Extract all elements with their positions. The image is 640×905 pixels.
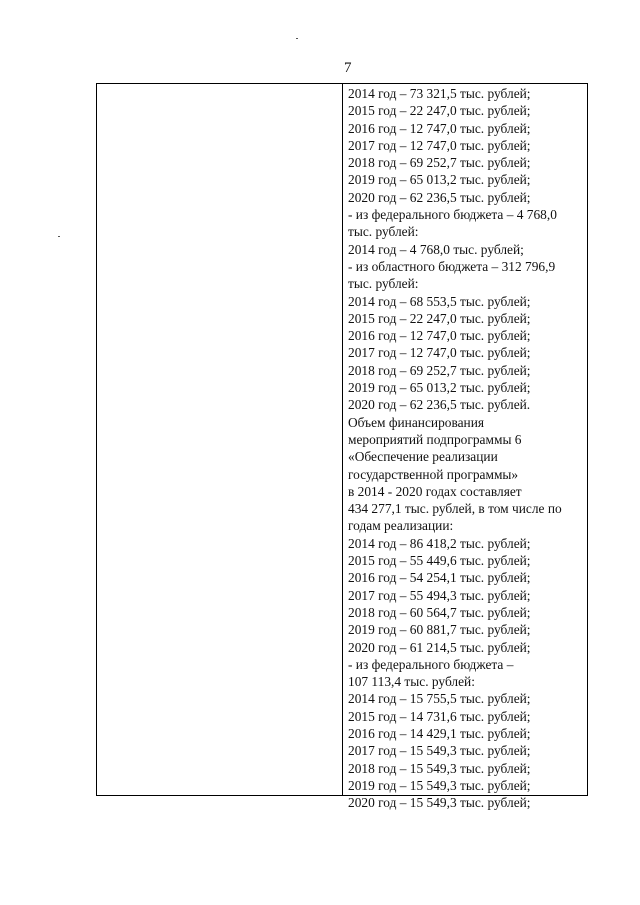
table-text-line: - из областного бюджета – 312 796,9 [348,258,556,274]
table-text-line: 2020 год – 15 549,3 тыс. рублей; [348,795,531,811]
table-text-line: - из федерального бюджета – [348,656,514,672]
table-text-line: 2014 год – 68 553,5 тыс. рублей; [348,293,531,309]
table-text-line: «Обеспечение реализации [348,449,498,465]
table-text-line: 434 277,1 тыс. рублей, в том числе по [348,501,562,517]
table-text-line: 2019 год – 65 013,2 тыс. рублей; [348,380,531,396]
table-text-line: государственной программы» [348,466,519,482]
table-text-line: 2014 год – 15 755,5 тыс. рублей; [348,691,531,707]
table-text-line: 2017 год – 15 549,3 тыс. рублей; [348,743,531,759]
scan-speck [58,236,60,237]
table-text-line: 107 113,4 тыс. рублей: [348,674,475,690]
table-text-line: 2017 год – 55 494,3 тыс. рублей; [348,587,531,603]
table-text-line: 2016 год – 12 747,0 тыс. рублей; [348,328,531,344]
table-text-line: 2019 год – 15 549,3 тыс. рублей; [348,777,531,793]
table-text-line: Объем финансирования [348,414,485,430]
column-divider [342,84,343,795]
scan-speck [296,38,298,39]
table-text-line: 2020 год – 62 236,5 тыс. рублей; [348,189,531,205]
table-text-line: годам реализации: [348,518,454,534]
table-text-line: 2014 год – 73 321,5 тыс. рублей; [348,86,531,101]
table-right-column [348,85,584,811]
table-text-line: 2014 год – 86 418,2 тыс. рублей; [348,535,531,551]
table-text-line: тыс. рублей: [348,276,419,292]
document-table [96,83,588,811]
table-text-line: мероприятий подпрограммы 6 [348,431,522,447]
table-text-line: 2016 год – 12 747,0 тыс. рублей; [348,120,531,136]
table-text-line: 2020 год – 62 236,5 тыс. рублей. [348,397,531,413]
table-text-line: 2016 год – 54 254,1 тыс. рублей; [348,570,531,586]
table-text-line: в 2014 - 2020 годах составляет [348,483,522,499]
table-text-line: 2015 год – 22 247,0 тыс. рублей; [348,103,531,119]
table-text-line: 2015 год – 22 247,0 тыс. рублей; [348,310,531,326]
table-text-line: 2018 год – 69 252,7 тыс. рублей; [348,362,531,378]
page-number: 7 [344,60,352,76]
table-text-line: тыс. рублей: [348,224,419,240]
table-text-line: 2018 год – 69 252,7 тыс. рублей; [348,155,531,171]
table-text-line: 2014 год – 4 768,0 тыс. рублей; [348,241,524,257]
table-text-line: 2020 год – 61 214,5 тыс. рублей; [348,639,531,655]
table-text-line: 2015 год – 14 731,6 тыс. рублей; [348,708,531,724]
table-text-line: 2018 год – 60 564,7 тыс. рублей; [348,604,531,620]
table-text-line: 2015 год – 55 449,6 тыс. рублей; [348,553,531,569]
table-text-line: 2018 год – 15 549,3 тыс. рублей; [348,760,531,776]
table-text-line: 2019 год – 65 013,2 тыс. рублей; [348,172,531,188]
table-text-line: 2019 год – 60 881,7 тыс. рублей; [348,622,531,638]
table-text-line: 2017 год – 12 747,0 тыс. рублей; [348,137,531,153]
table-text-line: 2017 год – 12 747,0 тыс. рублей; [348,345,531,361]
table-text-line: - из федерального бюджета – 4 768,0 [348,207,557,223]
table-text-line: 2016 год – 14 429,1 тыс. рублей; [348,725,531,741]
